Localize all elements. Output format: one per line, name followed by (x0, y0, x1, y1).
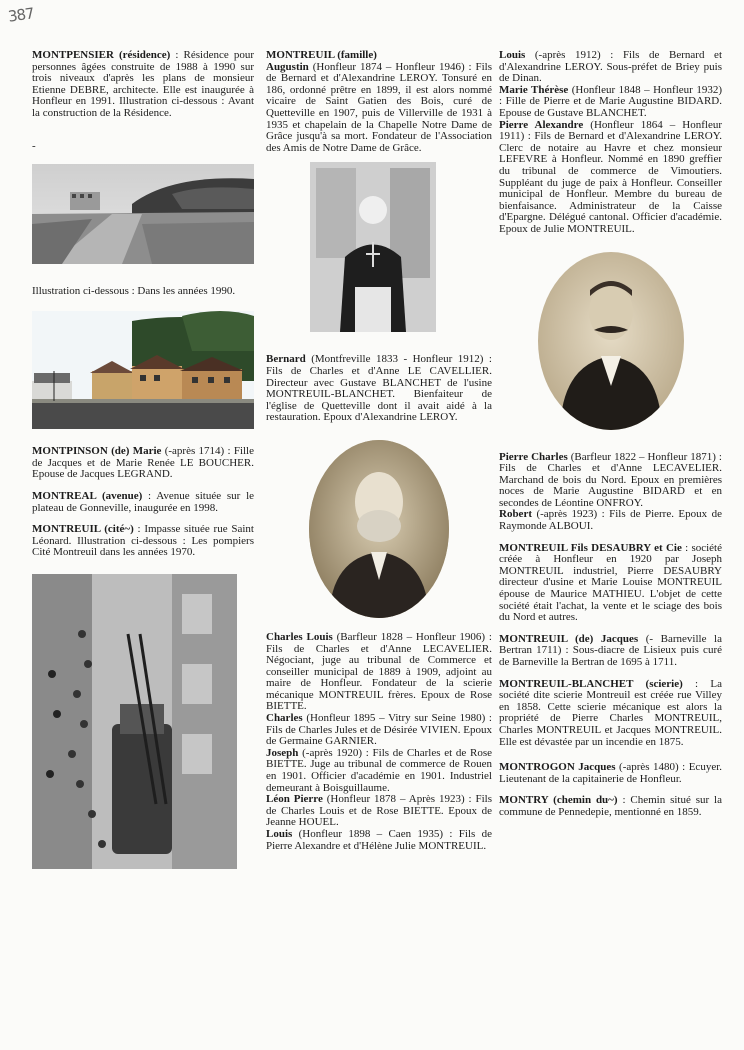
photo-augustin-portrait (310, 162, 436, 332)
entry-text: (-après 1920) : Fils de Charles et de Rose BIETTE. Juge au tribunal de commerce de Rouen en 1901. Officier d'académie en 1901. Industriel demeurant à Boisguillaume. (266, 746, 492, 794)
entry-head: Louis (499, 49, 526, 61)
entry-head: Charles Louis (266, 630, 333, 643)
entry-head: MONTREUIL (famille) (266, 49, 377, 61)
entry-head: MONTPENSIER (résidence) (32, 49, 171, 61)
entry-head: Augustin (266, 60, 309, 73)
column-2 (266, 50, 492, 852)
entry-head: Charles (266, 712, 303, 725)
entry-head: MONTRY (chemin du~) (499, 794, 618, 807)
photo-charles-louis-portrait (309, 440, 449, 618)
entry-pierre-alexandre (499, 120, 722, 236)
portrait-frame (499, 252, 722, 430)
photo-construction-site (32, 164, 254, 264)
entry-head: MONTROGON Jacques (499, 761, 616, 774)
entry-text: (Honfleur 1878 – Après 1923) : Fils de Charles Louis et de Rose BIETTE. Epoux de Jeanne HOUEL. (266, 793, 492, 829)
entry-text: (Montfreville 1833 - Honfleur 1912) : Fils de Charles et d'Anne LE CAVELLIER. Directeur avec Gustave BLANCHET de l'usine MONTREUIL-BLANCHET. Bienfaiteur de l'église de Quetteville dont il avait aidé à la restauration. Epoux d'Alexandrine LEROY. (266, 353, 492, 424)
entry-head: Robert (499, 508, 532, 521)
entry-head: Louis (266, 828, 293, 840)
entry-text: : Impasse située rue Saint Léonard. Illustration ci-dessous : Les pompiers Cité Montreuil dans les années 1970. (32, 523, 254, 559)
entry-montpensier (32, 50, 254, 120)
entry-head: MONTREUIL (cité~) (32, 523, 134, 536)
entry-text: : Résidence pour personnes âgées construite de 1988 à 1990 sur trois niveaux d'après les plans de monsieur Etienne DEBRE, architecte. Elle est inaugurée à Honfleur en 1991. Illustration ci-dessous : Avant la construction de la Résidence. (32, 49, 254, 119)
entry-text: : Chemin situé sur la commune de Pennedepie, mentionné en 1859. (499, 794, 722, 818)
entry-head: Joseph (266, 746, 299, 759)
column-3 (499, 50, 722, 819)
entry-text: (Honfleur 1864 – Honfleur 1911) : Fils de Bernard et d'Alexandrine LEROY. Clerc de notaire au Havre et chez monsieur LEFEVRE à Honfleur. Nommé en 1890 greffier du tribunal de commerce de Vimoutiers. Suppléant du juge de paix à Honfleur. Conseiller municipal de Honfleur. Membre du bureau de bienfaisance. Administrateur de la Caisse d'Epargne. Délégué cantonal. Officier d'académie. Epoux de Julie MONTREUIL. (499, 118, 722, 235)
entry-text: (Honfleur 1898 – Caen 1935) : Fils de Pierre Alexandre et d'Hélène Julie MONTREUIL. (266, 828, 492, 852)
entry-head: Léon Pierre (266, 793, 323, 806)
entry-leon-pierre (266, 794, 492, 829)
caption-1990s: Illustration ci-dessous : Dans les années 1990. (32, 284, 236, 297)
entry-head: MONTREUIL Fils DESAUBRY et Cie (499, 541, 682, 554)
dash-mark: - (32, 139, 36, 152)
entry-montreuil-jacques (499, 634, 722, 669)
entry-louis-2 (499, 50, 722, 85)
entry-text: (Barfleur 1828 – Honfleur 1906) : Fils de Charles et d'Anne LECAVELIER. Négociant, juge au tribunal de Commerce et conseiller municipal de 1889 à 1909, adjoint au maire de Honfleur. Fondateur de la scierie mécanique MONTREUIL frères. Epoux de Rose BIETTE. (266, 630, 492, 713)
entry-text: : société créée à Honfleur en 1920 par Joseph MONTREUIL industriel, Pierre DESAUBRY directeur d'usine et Marie Louise MONTREUIL épouse de Maurice MATHIEU. L'objet de cette société était l'achat, la vente et le sciage des bois du Nord et autres. (499, 541, 722, 624)
page-number: 387 (6, 4, 35, 26)
column-1 (32, 50, 254, 869)
photo-firefighters-1970s (32, 574, 237, 869)
entry-head: Pierre Alexandre (499, 118, 584, 131)
entry-joseph (266, 748, 492, 794)
entry-bernard (266, 354, 492, 424)
entry-montpinson (32, 446, 254, 481)
entry-montry (499, 795, 722, 818)
entry-text: (-après 1923) : Fils de Pierre. Epoux de Raymonde ALBOUI. (499, 508, 722, 533)
entry-montreuil-blanchet (499, 679, 722, 749)
entry-louis (266, 829, 492, 852)
entry-head: Marie Thérèse (499, 83, 569, 96)
entry-text: (-après 1480) : Ecuyer. Lieutenant de la capitainerie de Honfleur. (499, 761, 723, 785)
entry-head: MONTREUIL (de) Jacques (499, 632, 639, 645)
entry-text: (-après 1714) : Fille de Jacques et de Marie Renée LE BOUCHER. Epouse de Jacques LEGRAND. (32, 445, 254, 481)
entry-head: MONTREUIL-BLANCHET (scierie) (499, 677, 683, 690)
entry-text: (Barfleur 1822 – Honfleur 1871) : Fils de Charles et d'Anne LECAVELIER. Marchand de bois du Nord. Epoux en premières noces de Marie Augustine BIDARD et en secondes de Léontine ONFROY. (499, 450, 722, 509)
entry-augustin (266, 62, 492, 155)
entry-fils-desaubry (499, 543, 722, 624)
entry-text: : Avenue située sur le plateau de Gonneville, inaugurée en 1998. (32, 489, 255, 514)
entry-head: MONTPINSON (de) Marie (32, 445, 162, 458)
entry-text: (Honfleur 1874 – Honfleur 1946) : Fils de Bernard et d'Alexandrine LEROY. Tonsuré en 186, ordonné prêtre en 1899, il est alors nommé vicaire de Saint Gatien des Bois, curé de Quetteville en 1907, puis de Villerville de 1931 à 1935 et chapelain de la Chapelle Notre Dame de Grâce jusqu'à sa mort. Fondateur de l'Association des Amis de Notre Dame de Grâce. (266, 60, 492, 154)
entry-text: : La société dite scierie Montreuil est créée rue Villey en 1858. Cette scierie mécanique est alors la propriété de Pierre Charles MONTREUIL, Charles MONTREUIL et Jacques MONTREUIL. Elle est dévastée par un incendie en 1875. (499, 677, 722, 748)
entry-text: (-après 1912) : Fils de Bernard et d'Alexandrine LEROY. Sous-préfet de Briey puis de Dinan. (499, 49, 722, 85)
entry-head: MONTREAL (avenue) (32, 489, 143, 502)
entry-text: (Honfleur 1848 – Honfleur 1932) : Fille de Pierre et de Marie Augustine BIDARD. Epouse de Gustave BLANCHET. (499, 83, 722, 119)
entry-montreuil-cite (32, 524, 254, 559)
portrait-frame (266, 440, 492, 618)
entry-charles (266, 713, 492, 748)
entry-pierre-charles (499, 452, 722, 510)
entry-charles-louis (266, 632, 492, 713)
entry-montrogon (499, 762, 722, 785)
photo-residence-1990s (32, 311, 254, 429)
entry-montreal (32, 491, 254, 514)
entry-robert (499, 509, 722, 532)
entry-text: (- Barneville la Bertran 1711) : Sous-diacre de Lisieux puis curé de Barneville la Bertran de 1695 à 1711. (499, 632, 722, 668)
entry-head: Bernard (266, 353, 306, 366)
entry-text: (Honfleur 1895 – Vitry sur Seine 1980) : Fils de Charles Jules et de Désirée VIVIEN. Epoux de Germaine GARNIER. (266, 712, 492, 748)
entry-head: Pierre Charles (499, 450, 568, 463)
entry-marie-therese (499, 85, 722, 120)
photo-pierre-alexandre-portrait (538, 252, 684, 430)
